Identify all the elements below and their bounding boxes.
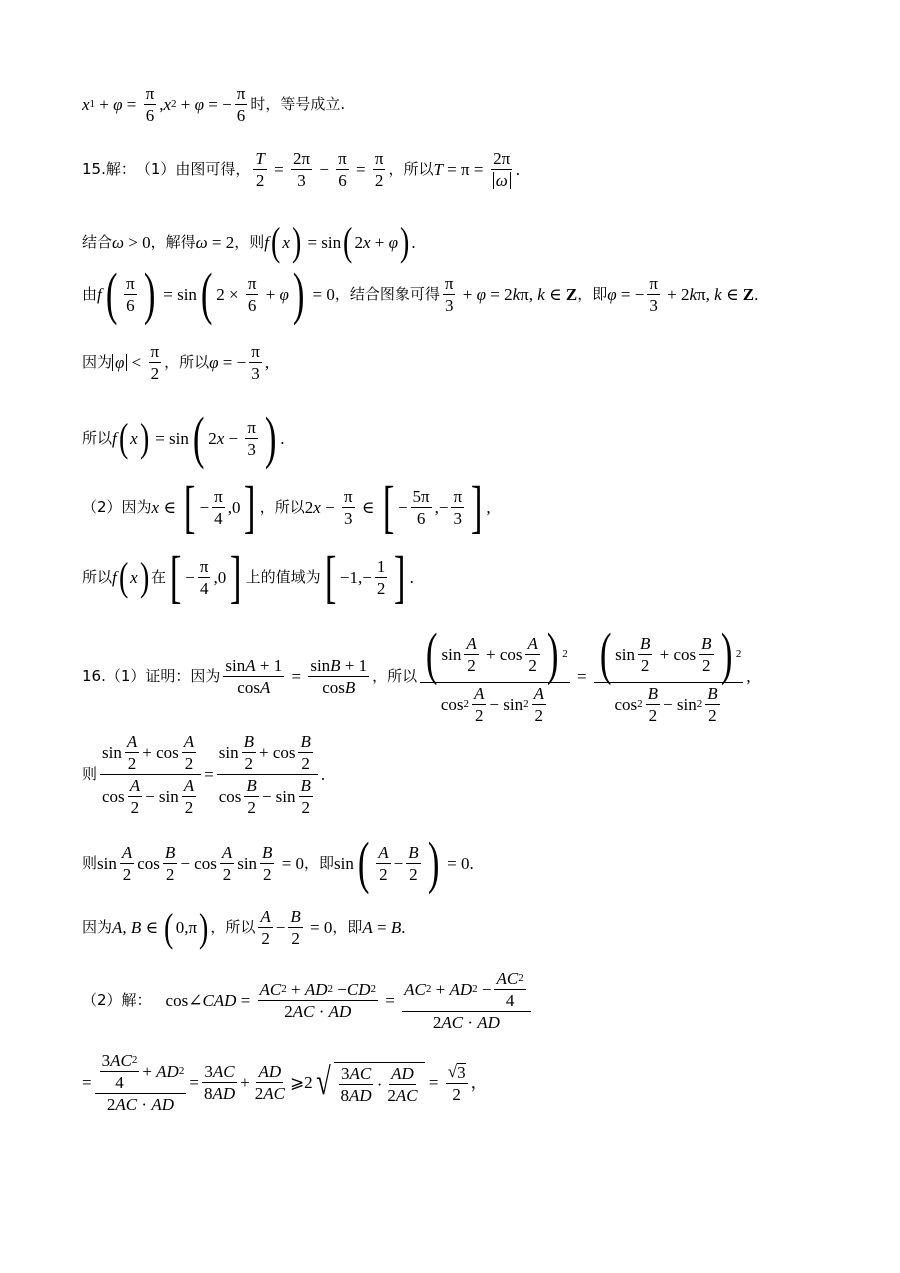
line-f-expression: 所以 f ( x ) = sin ( 2 x − $\frac{\pi}{3}$ ) . bbox=[82, 405, 285, 470]
line-q16-conclusion: 因为 A , B ∈ ( 0,π ) ，所以 $\frac{A}{2}$ − $\frac{B}{2}$ = 0 ，即 A = B . bbox=[82, 904, 406, 950]
q16-label: 16.（1）证明：因为 bbox=[82, 666, 221, 685]
line-phi-value: 因为 φ < $\frac{\pi}{2}$ ，所以 φ = − $\frac{\pi}{3}$ , bbox=[82, 342, 270, 383]
line-q16-given: 16.（1）证明：因为 sin A + 1 cos A = sin B + 1 cos B ，所以 ( sin $\frac{A}{2}$ + cos $\frac{A}{2}$ ) 2 cos 2 $\frac{A}{2}$ − sin 2 $\frac{A}{2}$ = ( sin $\frac{B}{2}$ + cos $\frac{B}{2}$ ) 2 cos 2 $\frac{B}{2}$ − sin 2 $\frac{B}{2}$ , bbox=[82, 621, 751, 726]
line-equality-condition: x 1 + φ = $\frac{\pi}{6}$ , x 2 + φ = − $\frac{\pi}{6}$ 时，等号成立. bbox=[82, 84, 346, 125]
line-q16-inequality: = 3 AC 2 4 + AD 2 2 AC · AD = 3 AC 8 AD + AD 2 AC ⩾2 √ 3 AC 8 AD · AD 2 AC = √ 3 2 ， bbox=[82, 1051, 488, 1114]
line-phi-general: 由 f ( $\frac{\pi}{6}$ ) = sin ( 2 × $\frac{\pi}{6}$ + φ ) = 0 ，结合图象可得 $\frac{\pi}{3}$ + φ = 2 k π, k ∈ Z ，即 φ = − $\frac{\pi}{3}$ + 2 k π, k ∈ Z . bbox=[82, 261, 759, 326]
q15-label: 15.解： bbox=[82, 160, 136, 178]
line-omega-solution: 结合 ω > 0 ，解得 ω = 2 ，则 f ( x ) = sin ( 2 x + φ ) . bbox=[82, 219, 416, 264]
line-q16-part2-cos: （2）解： cos∠ CAD = AC 2 + AD 2 − CD 2 2 AC · AD = AC 2 + AD 2 − AC 2 4 2 AC · AD bbox=[82, 970, 534, 1031]
line-q15-part2-range: （2）因为 x ∈ [ − $\frac{\pi}{4}$ ,0 ] ，所以 2 x − $\frac{\pi}{3}$ ∈ [ − $\frac{5\pi}{6}$ ,− $\frac{\pi}{3}$ ] , bbox=[82, 474, 491, 539]
line-q16-ratio: 则 sin $\frac{A}{2}$ + cos $\frac{A}{2}$ cos $\frac{A}{2}$ − sin $\frac{A}{2}$ = sin $\frac{B}{2}$ + cos $\frac{B}{2}$ cos $\frac{B}{2}$ − sin $\frac{B}{2}$ . bbox=[82, 732, 326, 817]
line-value-range: 所以 f ( x ) 在 [ − $\frac{\pi}{4}$ ,0 ] 上的值域为 [ −1,− $\frac{1}{2}$ ] . bbox=[82, 544, 414, 609]
line-q16-sin-difference: 则 sin $\frac{A}{2}$ cos $\frac{B}{2}$ − cos $\frac{A}{2}$ sin $\frac{B}{2}$ = 0 ，即 sin ( $\frac{A}{2}$ − $\frac{B}{2}$ ) = 0. bbox=[82, 830, 474, 895]
line-q15-period: 15.解： （1）由图可得， $\frac{T}{2}$ = $\frac{2\pi}{3}$ − $\frac{\pi}{6}$ = $\frac{\pi}{2}$ ，所以 T = π = $\frac{2\pi}{\omega}$ . bbox=[82, 149, 520, 190]
text-equality-holds: 时，等号成立. bbox=[250, 95, 346, 113]
